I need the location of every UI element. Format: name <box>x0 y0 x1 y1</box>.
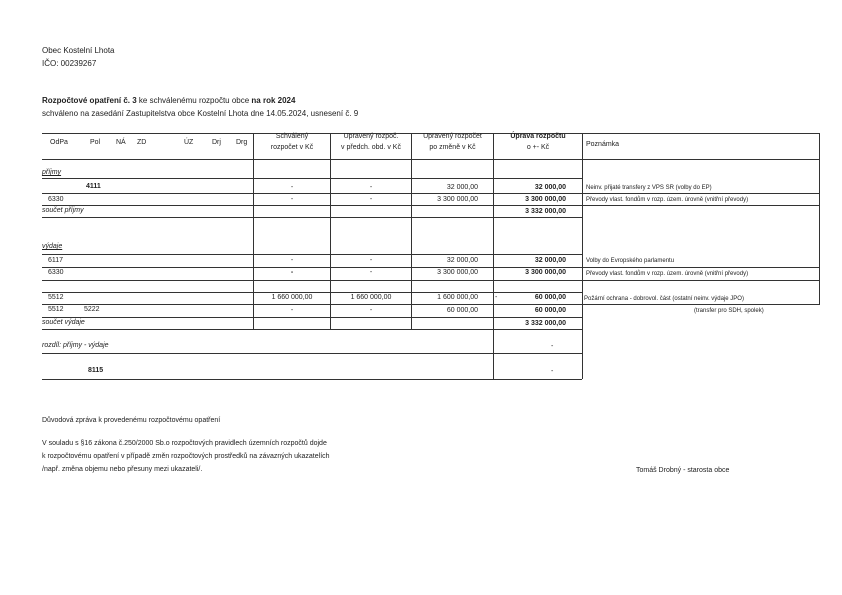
org-ico: IČO: 00239267 <box>42 59 97 68</box>
row5-minus-sign: - <box>495 294 498 301</box>
soucet-vydaje-label: součet výdaje <box>42 319 85 326</box>
explanation-line2: k rozpočtovému opatření v případě změn rozpočtových prostředků na závazných ukazatelích <box>42 453 330 460</box>
row8115-value: - <box>551 368 554 375</box>
header-poznamka: Poznámka <box>586 141 620 148</box>
row4-po-zmene: 3 300 000,00 <box>437 269 478 276</box>
header-na: NÁ <box>116 139 126 146</box>
header-odpa: OdPa <box>50 139 68 146</box>
header-drg: Drg <box>236 139 248 146</box>
row5-schvaleny: 1 660 000,00 <box>271 294 313 301</box>
row6-uprava: 60 000,00 <box>534 307 566 314</box>
row3-po-zmene: 32 000,00 <box>446 257 478 264</box>
row2-schvaleny: - <box>290 196 294 203</box>
row1-schvaleny: - <box>290 184 294 191</box>
header-schvaleny: Schválený rozpočet v Kč <box>270 133 314 151</box>
title-part2: ke schválenému rozpočtu obce <box>136 96 252 105</box>
explanation-line1: V souladu s §16 zákona č.250/2000 Sb.o rozpočtových pravidlech územních rozpočtů dojde <box>42 440 327 447</box>
row6-odpa: 5512 <box>48 306 64 313</box>
row3-upraveny: - <box>369 257 373 264</box>
row6-schvaleny: - <box>290 307 294 314</box>
soucet-vydaje-value: 3 332 000,00 <box>525 320 566 327</box>
rozdil-value: - <box>551 343 554 350</box>
row3-schvaleny: - <box>290 257 294 264</box>
row1-pol: 4111 <box>86 183 101 190</box>
row4-odpa: 6330 <box>48 269 64 276</box>
section-prijmy: příjmy <box>42 169 62 176</box>
section-vydaje: výdaje <box>42 243 63 250</box>
header-drj: Drj <box>212 139 221 146</box>
row2-note: Převody vlast. fondům v rozp. územ. úrovně (vnitřní převody) <box>586 197 749 203</box>
row1-note: Neinv. přijaté transfery z VPS SR (volby do EP) <box>586 185 712 191</box>
signature: Tomáš Drobný - starosta obce <box>636 467 730 474</box>
duvodova-zprava: Důvodová zpráva k provedenému rozpočtovému opatření <box>42 417 221 424</box>
rozdil-label: rozdíl: příjmy - výdaje <box>42 342 109 349</box>
row6-note: (transfer pro SDH, spolek) <box>694 308 764 314</box>
row5-po-zmene: 1 600 000,00 <box>437 294 478 301</box>
row6-upraveny: - <box>369 307 373 314</box>
row5-odpa: 5512 <box>48 294 64 301</box>
header-uprava: Úprava rozpočtu o +- Kč <box>510 133 566 151</box>
row2-uprava: 3 300 000,00 <box>525 196 566 203</box>
header-pol: Pol <box>90 139 101 146</box>
soucet-prijmy-value: 3 332 000,00 <box>525 208 566 215</box>
row2-po-zmene: 3 300 000,00 <box>437 196 478 203</box>
row6-po-zmene: 60 000,00 <box>446 307 478 314</box>
row5-uprava: 60 000,00 <box>534 294 566 301</box>
row4-note: Převody vlast. fondům v rozp. územ. úrovně (vnitřní převody) <box>586 271 749 277</box>
row5-upraveny: 1 660 000,00 <box>350 294 392 301</box>
row2-upraveny: - <box>369 196 373 203</box>
row3-odpa: 6117 <box>48 257 64 264</box>
title-part1: Rozpočtové opatření č. 3 <box>42 96 137 105</box>
row8115-pol: 8115 <box>88 367 104 374</box>
title-part3: na rok 2024 <box>251 96 296 105</box>
row1-uprava: 32 000,00 <box>534 184 566 191</box>
row3-uprava: 32 000,00 <box>534 257 566 264</box>
header-zd: ZD <box>137 139 147 146</box>
row4-schvaleny: - <box>290 269 294 276</box>
row4-uprava: 3 300 000,00 <box>525 269 566 276</box>
soucet-prijmy-label: součet příjmy <box>42 207 84 214</box>
document-subtitle: schváleno na zasedání Zastupitelstva obce Kostelní Lhota dne 14.05.2024, usnesení č. 9 <box>42 109 359 118</box>
org-name: Obec Kostelní Lhota <box>42 46 115 55</box>
row6-pol: 5222 <box>84 306 100 313</box>
explanation-line3: /např. změna objemu nebo přesuny mezi ukazateli/. <box>42 466 203 473</box>
header-upraveny-po-zmene: Upravený rozpočet po změně v Kč <box>423 133 482 151</box>
row5-note: Požární ochrana - dobrovol. část (ostatní neinv. výdaje JPO) <box>584 296 744 302</box>
row1-upraveny: - <box>369 184 373 191</box>
header-upraveny-predch: Upravený rozpoč. v předch. obd. v Kč <box>341 133 401 151</box>
row1-po-zmene: 32 000,00 <box>446 184 478 191</box>
row3-note: Volby do Evropského parlamentu <box>586 258 675 264</box>
document-title <box>42 96 295 105</box>
header-uz: ÚZ <box>184 139 194 146</box>
row2-odpa: 6330 <box>48 196 64 203</box>
row4-upraveny: - <box>369 269 373 276</box>
